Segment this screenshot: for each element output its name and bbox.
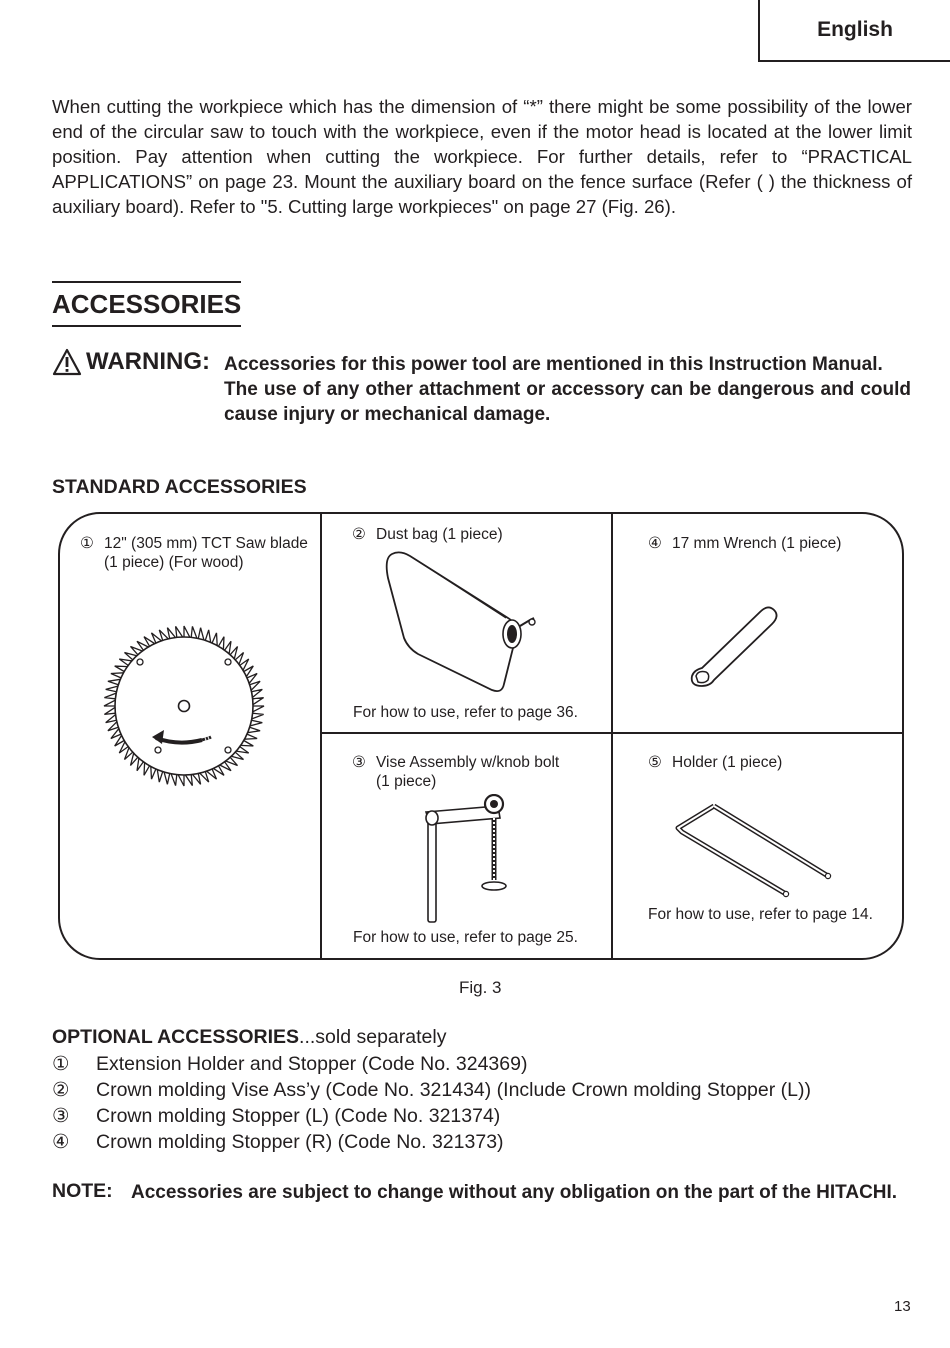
item-name: 17 mm Wrench (1 piece) bbox=[672, 535, 842, 552]
list-item bbox=[52, 1077, 811, 1103]
warning-triangle-icon bbox=[52, 348, 82, 376]
standard-accessories-heading: STANDARD ACCESSORIES bbox=[52, 476, 307, 498]
language-tab: English bbox=[758, 0, 950, 62]
item-number: ③ bbox=[352, 754, 366, 771]
item-vise-assembly-label bbox=[352, 753, 559, 791]
item-holder-label bbox=[648, 753, 782, 772]
list-item bbox=[52, 1129, 811, 1155]
list-item-text: Crown molding Stopper (L) (Code No. 321374) bbox=[96, 1105, 501, 1127]
warning-line-1: Accessories for this power tool are mentioned in this Instruction Manual. bbox=[224, 354, 883, 375]
item-number: ① bbox=[80, 535, 94, 552]
item-holder-reference: For how to use, refer to page 14. bbox=[648, 906, 873, 923]
warning-text bbox=[224, 352, 911, 427]
item-wrench-label bbox=[648, 534, 841, 553]
item-vise-assembly-reference: For how to use, refer to page 25. bbox=[353, 929, 578, 946]
item-name: 12" (305 mm) TCT Saw blade bbox=[104, 535, 308, 552]
list-item bbox=[52, 1051, 811, 1077]
warning-label: WARNING: bbox=[86, 348, 210, 375]
warning-heading bbox=[52, 346, 210, 378]
item-dust-bag-reference: For how to use, refer to page 36. bbox=[353, 704, 578, 721]
optional-accessories-list bbox=[52, 1051, 811, 1155]
figure-divider bbox=[611, 514, 613, 958]
list-item-text: Extension Holder and Stopper (Code No. 324369) bbox=[96, 1053, 528, 1075]
item-number: ④ bbox=[648, 535, 662, 552]
figure-divider bbox=[322, 732, 902, 734]
warning-line-2: The use of any other attachment or accessory can be dangerous and could cause injury or mechanical damage. bbox=[224, 379, 911, 425]
item-detail: (1 piece) (For wood) bbox=[104, 554, 244, 571]
optional-heading-bold: OPTIONAL ACCESSORIES bbox=[52, 1026, 300, 1048]
note-label: NOTE: bbox=[52, 1180, 113, 1202]
figure-caption: Fig. 3 bbox=[459, 978, 502, 997]
dust-bag-icon bbox=[380, 548, 540, 696]
item-number: ⑤ bbox=[648, 754, 662, 771]
section-title: ACCESSORIES bbox=[52, 281, 241, 327]
list-item bbox=[52, 1103, 811, 1129]
optional-heading-rest: ...sold separately bbox=[299, 1026, 447, 1048]
list-item-number: ③ bbox=[52, 1105, 70, 1127]
item-name: Vise Assembly w/knob bolt bbox=[376, 754, 560, 771]
vise-assembly-icon bbox=[420, 794, 520, 924]
item-name: Holder (1 piece) bbox=[672, 754, 783, 771]
figure-divider bbox=[320, 514, 322, 958]
list-item-text: Crown molding Vise Ass’y (Code No. 321434) (Include Crown molding Stopper (L)) bbox=[96, 1079, 811, 1101]
holder-icon bbox=[672, 802, 834, 898]
list-item-number: ① bbox=[52, 1053, 70, 1075]
optional-accessories-heading bbox=[52, 1026, 446, 1049]
item-number: ② bbox=[352, 526, 366, 543]
item-dust-bag-label bbox=[352, 525, 503, 544]
item-detail: (1 piece) bbox=[376, 773, 437, 790]
page-number: 13 bbox=[894, 1298, 911, 1315]
list-item-number: ② bbox=[52, 1079, 70, 1101]
item-name: Dust bag (1 piece) bbox=[376, 526, 503, 543]
intro-paragraph: When cutting the workpiece which has the dimension of “*” there might be some possibility of the lower end of the circular saw to touch with the workpiece, even if the motor head is located at the lower limit position. Pay attention when cutting the workpiece. For further details, refer to “PRACTICAL APPLICATIONS” on page 23. Mount the auxiliary board on the fence surface (Refer ( ) the thickness of auxiliary board). Refer to "5. Cutting large workpieces" on page 27 (Fig. 26). bbox=[52, 96, 912, 217]
saw-blade-icon bbox=[98, 620, 270, 792]
note-text: Accessories are subject to change without any obligation on the part of the HITACHI. bbox=[131, 1182, 898, 1203]
list-item-number: ④ bbox=[52, 1131, 70, 1153]
list-item-text: Crown molding Stopper (R) (Code No. 321373) bbox=[96, 1131, 504, 1153]
item-saw-blade-label bbox=[80, 534, 308, 572]
wrench-icon bbox=[688, 604, 784, 692]
